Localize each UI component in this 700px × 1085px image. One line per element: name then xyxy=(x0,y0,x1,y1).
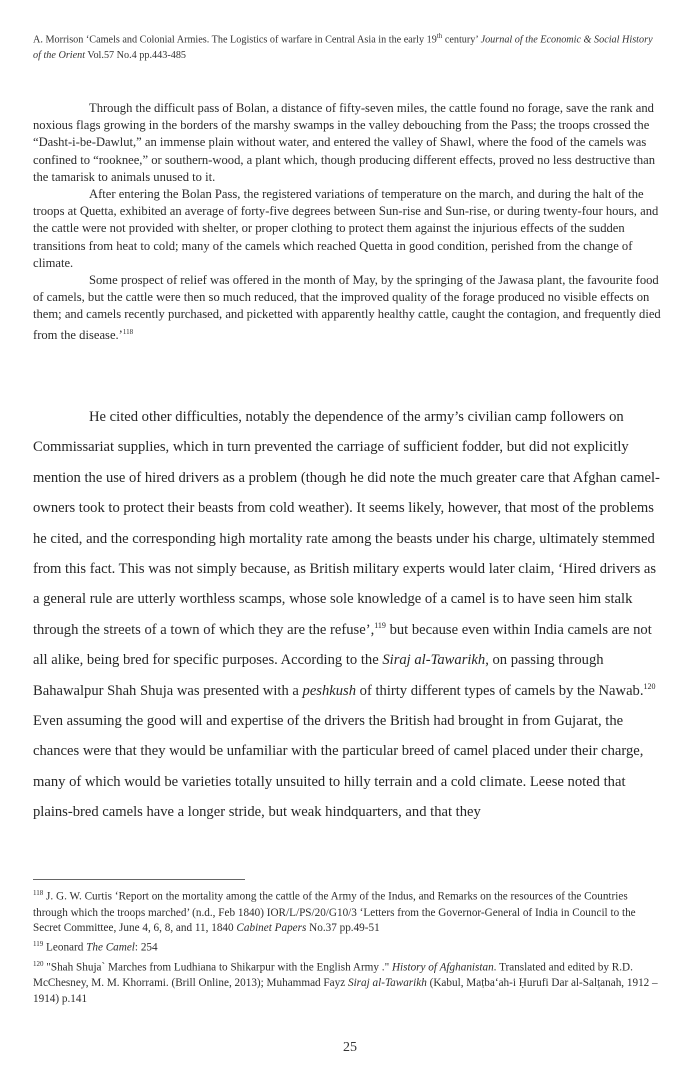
footnote-text: Leonard xyxy=(43,941,87,954)
body-paragraph xyxy=(33,402,664,828)
header-citation-mid: century’ xyxy=(442,34,481,46)
footnote-number: 120 xyxy=(33,959,44,968)
body-text-4: of thirty different types of camels by the Nawab. xyxy=(356,682,644,699)
footnotes xyxy=(33,886,665,1008)
running-header xyxy=(33,28,663,64)
body-italic-siraj: Siraj al-Tawarikh xyxy=(382,652,486,669)
header-journal: Journal of the Economic & Social History of the Orient xyxy=(33,34,653,62)
quote-paragraph-2: After entering the Bolan Pass, the registered variations of temperature on the march, and during the halt of the troops at Quetta, exhibited an average of forty-five degrees between Sun-rise and Sun-rise, or during twenty-four hours, and the cattle were not provided with shelter, or proper clothing to protect them against the injurious effects of the sudden transitions from heat to cold; many of the camels which reached Quetta in good condition, perished from the change of climate. xyxy=(33,187,659,270)
footnote-ref-118[interactable]: 118 xyxy=(122,327,134,336)
body-text-5: Even assuming the good will and expertise of the drivers the British had brought in from Gujarat, the chances were that they would be unfamiliar with the particular breed of camel placed under their charge, many of which would be varieties totally unsuited to hilly terrain and a cold climate. Leese noted that plains-bred camels have a longer stride, but weak hindquarters, and that they xyxy=(33,713,644,821)
footnote-number: 118 xyxy=(33,889,44,897)
footnote-italic: The Camel xyxy=(86,941,135,954)
block-quote xyxy=(33,100,663,344)
header-volume: Vol.57 No.4 pp.443-485 xyxy=(85,50,187,62)
footnote-italic: Cabinet Papers xyxy=(236,922,307,935)
quote-paragraph-3-text: Some prospect of relief was offered in the month of May, by the springing of the Jawasa plant, the favourite food of camels, but the cattle were then so much reduced, that the improved quality of the forage produced no visible effects on them; and camels recently purchased, and picketted with apparently healthy cattle, caught the contagion, and frequently died from the disease.’ xyxy=(33,273,661,342)
footnote-120 xyxy=(33,957,665,1008)
body-italic-peshkush: peshkush xyxy=(302,682,357,699)
footnote-118 xyxy=(33,886,665,937)
footnote-italic-2: Siraj al-Tawarikh xyxy=(347,977,427,990)
footnote-text-end: : 254 xyxy=(134,941,158,954)
page-number: 25 xyxy=(343,1040,357,1055)
footnote-number: 119 xyxy=(33,940,44,949)
footnote-text-end: No.37 pp.49-51 xyxy=(306,922,380,935)
footnote-text-end: (Kabul, Maṭba‘ah-i Ḥurufi Dar al-Salṭanah, 1912 – 1914) p.141 xyxy=(33,977,658,1005)
footnote-text-mid: . Translated and edited by R.D. McChesney, M. M. Khorrami. (Brill Online, 2013); Muhammad Fayz xyxy=(33,961,633,990)
body-text xyxy=(33,402,664,828)
footnote-ref-120[interactable]: 120 xyxy=(643,681,656,691)
footnote-italic: History of Afghanistan xyxy=(391,961,494,974)
header-superscript: th xyxy=(436,32,443,40)
footnote-text: J. G. W. Curtis ‘Report on the mortality among the cattle of the Army of the Indus, and Remarks on the resources of the Countries through which the troops marched’ (n.d., Feb 1840) IOR/L/PS/20/G10/3 ‘Letters from the Governor-General of India in Council to the Secret Committee, June 4, 6, 8, and 11, 1840 xyxy=(33,890,636,935)
quote-paragraph-1: Through the difficult pass of Bolan, a distance of fifty-seven miles, the cattle found no forage, save the rank and noxious flags growing in the borders of the marshy swamps in the valley debouching from the Pass; the troops crossed the “Dasht-i-be-Dawlut,” an immense plain without water, and entered the valley of Shawl, where the food of the camels was confined to “rooknee,” or southern-wood, a plant which, though producing different effects, proved no less destructive than the tamarisk to animals unused to it. xyxy=(33,101,656,184)
header-citation: A. Morrison ‘Camels and Colonial Armies. The Logistics of warfare in Central Asia in the early 19 xyxy=(33,34,437,46)
footnote-text: "Shah Shuja` Marches from Ludhiana to Shikarpur with the English Army ." xyxy=(43,961,392,974)
quote-paragraph-3 xyxy=(33,272,663,344)
footnote-separator xyxy=(33,879,245,880)
body-text-2: but because even within India camels are not all alike, being bred for specific purposes. According to the xyxy=(33,621,652,669)
body-text-3: , on passing through Bahawalpur Shah Shuja was presented with a xyxy=(33,652,604,699)
footnote-ref-119[interactable]: 119 xyxy=(374,620,386,630)
footnote-119 xyxy=(33,937,665,957)
body-text-1: He cited other difficulties, notably the dependence of the army’s civilian camp followers on Commissariat supplies, which in turn prevented the carriage of sufficient fodder, but did not explicitly mention the use of hired drivers as a problem (though he did note the much greater care that Afghan camel-owners took to protect their beasts from cold weather). It seems likely, however, that most of the problems he cited, and the corresponding high mortality rate among the beasts under his charge, ultimately stemmed from this fact. This was not simply because, as British military experts would later claim, ‘Hired drivers as a general rule are utterly worthless scamps, whose sole knowledge of a camel is to have seen him stalk through the streets of a town of which they are the refuse’, xyxy=(33,409,660,638)
